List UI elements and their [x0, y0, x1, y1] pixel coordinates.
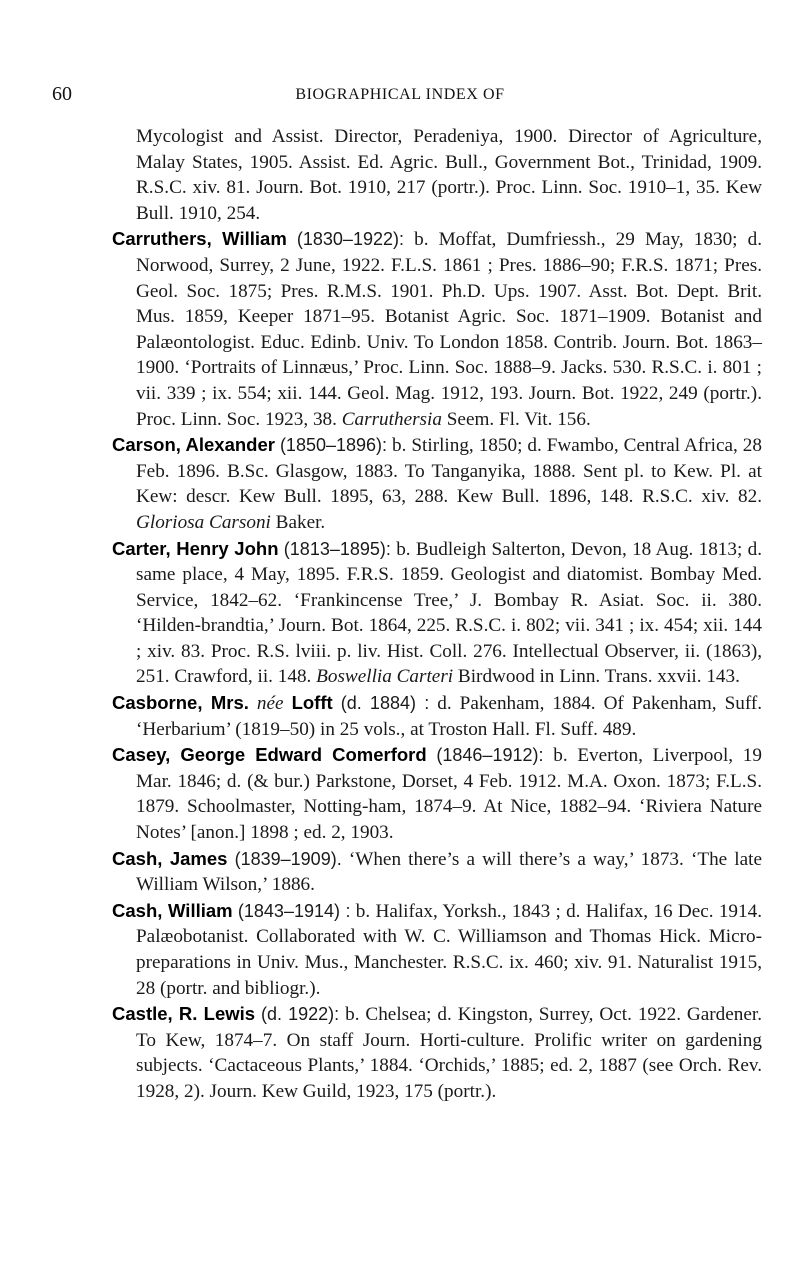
- entry-dates: (1843–1914) :: [237, 900, 351, 921]
- entry-name: Casey, George Edward Comerford: [112, 744, 427, 766]
- index-entry-carson: [112, 432, 762, 535]
- entry-text: b. Moffat, Dumfriessh., 29 May, 1830; d. Norwood, Surrey, 2 June, 1922. F.L.S. 1861 ; Pres. 1886–90; F.R.S. 1871; Pres. Geol. Soc. 1875; Pres. R.M.S. 1901. Ph.D. Ups. 1907. Asst. Bot. Dept. Brit. Mus. 1859, Keeper 1871–95. Botanist Agric. Soc. 1871–1909. Botanist and Palæontologist. Educ. Edinb. Univ. To London 1858. Contrib. Journ. Bot. 1863–1900. ‘Portraits of Linnæus,’ Proc. Linn. Soc. 1888–9. Jacks. 530. R.S.C. i. 801 ; vii. 339 ; ix. 554; xii. 144. Geol. Mag. 1912, 193. Journ. Bot. 1922, 249 (portr.). Proc. Linn. Soc. 1923, 38.: [136, 229, 762, 430]
- entry-name: Castle, R. Lewis: [112, 1003, 256, 1025]
- entry-name: Carson, Alexander: [112, 434, 275, 456]
- entry-dates: (1850–1896):: [279, 435, 388, 456]
- entry-dates: (1846–1912):: [436, 745, 544, 766]
- entry-eponym-authority: Baker.: [275, 511, 326, 533]
- index-entry-continuation: [112, 124, 762, 226]
- entry-eponym: Carruthersia: [341, 408, 442, 430]
- entry-text: Mycologist and Assist. Director, Peradeniya, 1900. Director of Agriculture, Malay States, 1905. Assist. Ed. Agric. Bull., Government Bot., Trinidad, 1909. R.S.C. xiv. 81. Journ. Bot. 1910, 217 (portr.). Proc. Linn. Soc. 1910–1, 35. Kew Bull. 1910, 254.: [136, 126, 762, 224]
- page-number: 60: [52, 83, 72, 105]
- page-header: [0, 0, 800, 105]
- entry-name: Carter, Henry John: [112, 537, 279, 559]
- entry-dates: (1813–1895):: [283, 538, 391, 559]
- entry-eponym: Boswellia Carteri: [316, 666, 454, 688]
- entry-text: ‘When there’s a will there’s a way,’ 1873. ‘The late William Wilson,’ 1886.: [136, 848, 763, 896]
- entry-dates: (d. 1922):: [261, 1004, 340, 1025]
- index-entry-carruthers: [112, 226, 762, 432]
- entry-text: b. Chelsea; d. Kingston, Surrey, Oct. 1922. Gardener. To Kew, 1874–7. On staff Journ. Horti-culture. Prolific writer on gardening subjects. ‘Cactaceous Plants,’ 1884. ‘Orchids,’ 1885; ed. 2, 1887 (see Orch. Rev. 1928, 2). Journ. Kew Guild, 1923, 175 (portr.).: [136, 1004, 763, 1102]
- entry-text: b. Everton, Liverpool, 19 Mar. 1846; d. (& bur.) Parkstone, Dorset, 4 Feb. 1912. M.A. Oxon. 1873; F.L.S. 1879. Schoolmaster, Notting-ham, 1874–9. At Nice, 1882–94. ‘Riviera Nature Notes’ [anon.] 1898 ; ed. 2, 1903.: [136, 745, 762, 844]
- entry-text: b. Stirling, 1850; d. Fwambo, Central Africa, 28 Feb. 1896. B.Sc. Glasgow, 1883. To Tanganyika, 1888. Sent pl. to Kew. Pl. at Kew: descr. Kew Bull. 1895, 63, 288. Kew Bull. 1896, 148. R.S.C. xiv. 82.: [136, 435, 762, 508]
- index-text: [112, 124, 762, 1105]
- running-title: BIOGRAPHICAL INDEX OF: [295, 86, 505, 103]
- entry-dates: (d. 1884) :: [340, 693, 430, 714]
- entry-name: Carruthers, William: [112, 228, 287, 250]
- entry-name: Casborne, Mrs.: [112, 692, 249, 714]
- entry-text: d. Pakenham, 1884. Of Pakenham, Suff. ‘Herbarium’ (1819–50) in 25 vols., at Troston Hall. Fl. Suff. 489.: [136, 693, 763, 740]
- entry-eponym-authority: Seem. Fl. Vit. 156.: [446, 408, 591, 430]
- entry-dates: (1830–1922):: [296, 229, 404, 250]
- entry-dates: (1839–1909).: [234, 848, 342, 869]
- entry-text: b. Budleigh Salterton, Devon, 18 Aug. 1813; d. same place, 4 May, 1895. F.R.S. 1859. Geologist and diatomist. Bombay Med. Service, 1842–62. ‘Frankincense Tree,’ J. Bombay R. Asiat. Soc. ii. 380. ‘Hilden-brandtia,’ Journ. Bot. 1864, 225. R.S.C. i. 802; vii. 341 ; ix. 454; xii. 144 ; xiv. 83. Proc. R.S. lviii. p. liv. Hist. Coll. 276. Intellectual Observer, ii. (1863), 251. Crawford, ii. 148.: [136, 538, 763, 688]
- entry-eponym: Gloriosa Carsoni: [136, 511, 271, 533]
- index-entry-casey: [112, 742, 762, 845]
- entry-text: b. Halifax, Yorksh., 1843 ; d. Halifax, 16 Dec. 1914. Palæobotanist. Collaborated with W. C. Williamson and Thomas Hick. Micro-preparations in Univ. Mus., Manchester. R.S.C. ix. 460; xiv. 91. Naturalist 1915, 28 (portr. and bibliogr.).: [136, 900, 763, 999]
- index-entry-casborne: [112, 690, 762, 742]
- entry-name-maiden: Lofft: [291, 692, 333, 714]
- entry-name: Cash, James: [112, 847, 228, 869]
- entry-name: Cash, William: [112, 899, 233, 921]
- entry-name-nee: née: [256, 693, 284, 715]
- entry-eponym-authority: Birdwood in Linn. Trans. xxvii. 143.: [457, 666, 740, 688]
- index-entry-cash-james: [112, 846, 762, 898]
- index-entry-castle: [112, 1001, 762, 1104]
- index-entry-carter: [112, 536, 762, 691]
- index-entry-cash-william: [112, 898, 762, 1001]
